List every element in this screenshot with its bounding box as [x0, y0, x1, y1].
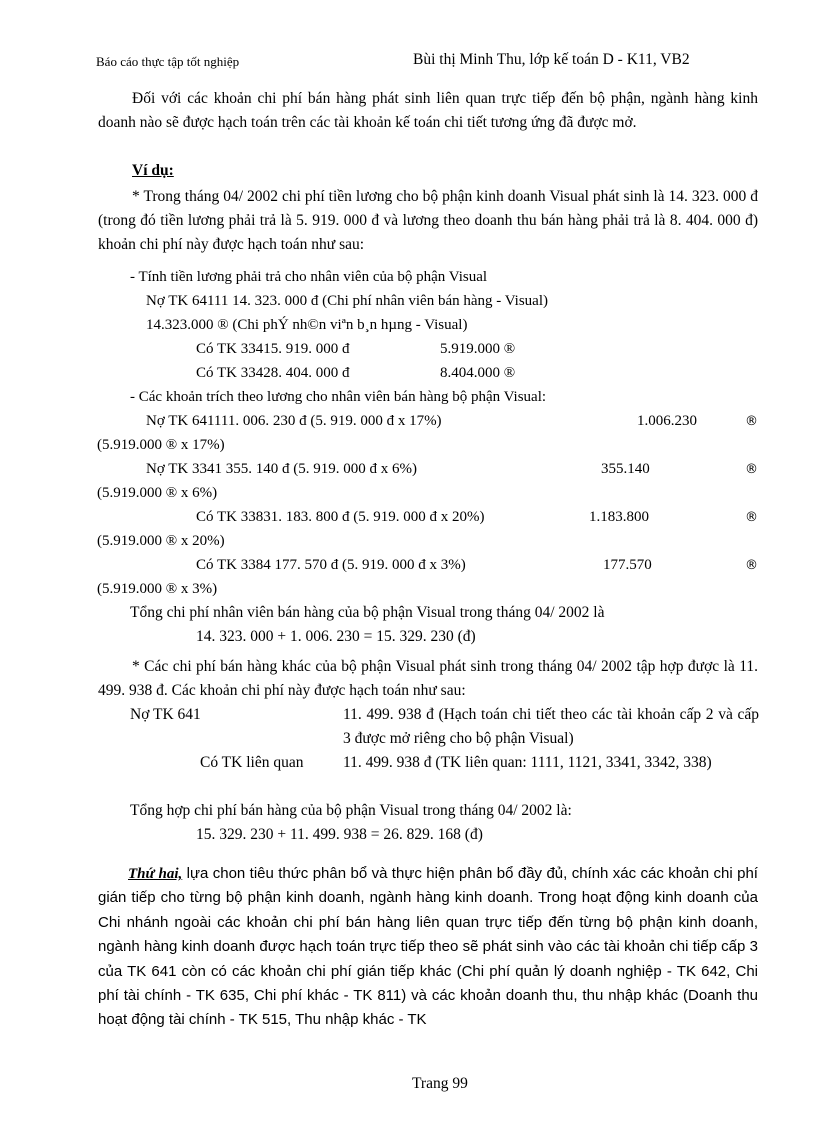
paragraph-other-costs: * Các chi phí bán hàng khác của bộ phận Visual phát sinh trong tháng 04/ 2002 tập hợp được là 11. 499. 938 đ. Các khoản chi phí này được hạch toán như sau: — [98, 658, 758, 699]
line-deductions-heading: - Các khoản trích theo lương cho nhân viên bán hàng bộ phận Visual: — [130, 389, 547, 405]
line-formula-17: (5.919.000 ® x 17%) — [97, 437, 225, 453]
page-number: Trang 99 — [412, 1075, 468, 1092]
line-debit-3341-6: Nợ TK 3341 355. 140 đ (5. 919. 000 đ x 6%) — [146, 461, 417, 477]
line-total-staff-cost: Tổng chi phí nhân viên bán hàng của bộ phận Visual trong tháng 04/ 2002 là — [130, 604, 605, 621]
entry-credit-text: 11. 499. 938 đ (TK liên quan: 1111, 1121, 3341, 3342, 338) — [343, 754, 712, 771]
line-total-staff-formula: 14. 323. 000 + 1. 006. 230 = 15. 329. 230 (đ) — [196, 628, 476, 645]
line-salary-heading: - Tính tiền lương phải trả cho nhân viên của bộ phận Visual — [130, 269, 488, 285]
paragraph-intro: Đối với các khoản chi phí bán hàng phát sinh liên quan trực tiếp đến bộ phận, ngành hàng kinh doanh nào sẽ được hạch toán trên các tài khoản kế toán chi tiết tương ứng đã được mở. — [98, 90, 758, 131]
entry-debit-label: Nợ TK 641 — [130, 706, 201, 723]
second-point-lead: Thứ hai, — [128, 866, 183, 882]
amount-1183800: 1.183.800 — [589, 509, 649, 525]
line-garbled-1: 14.323.000 ® (Chi phÝ nh©n viªn b¸n hµng - Visual) — [146, 317, 468, 333]
line-credit-3342: Có TK 33428. 404. 000 đ — [196, 365, 350, 381]
paragraph-example: * Trong tháng 04/ 2002 chi phí tiền lương cho bộ phận kinh doanh Visual phát sinh là 14. 323. 000 đ (trong đó tiền lương phải trả là 5. 919. 000 đ và lương theo doanh thu bán hàng phải trả là 8. 404. 000 đ) khoản chi phí này được hạch toán như sau: — [98, 188, 758, 253]
line-debit-64111: Nợ TK 64111 14. 323. 000 đ (Chi phí nhân viên bán hàng - Visual) — [146, 293, 548, 309]
entry-debit-text: 11. 499. 938 đ (Hạch toán chi tiết theo các tài khoản cấp 2 và cấp 3 được mở riêng cho bộ phận Visual) — [343, 706, 759, 747]
symbol-d-2: ® — [745, 462, 758, 477]
line-formula-20: (5.919.000 ® x 20%) — [97, 533, 225, 549]
header-left: Báo cáo thực tập tốt nghiệp — [96, 54, 240, 69]
line-total-sales-formula: 15. 329. 230 + 11. 499. 938 = 26. 829. 168 (đ) — [196, 826, 483, 843]
line-total-sales-cost: Tổng hợp chi phí bán hàng của bộ phận Visual trong tháng 04/ 2002 là: — [130, 802, 572, 819]
line-formula-3: (5.919.000 ® x 3%) — [97, 581, 218, 597]
amount-1006230: 1.006.230 — [637, 413, 697, 429]
line-credit-3341-amount: 5.919.000 ® — [440, 341, 516, 357]
symbol-d-4: ® — [745, 558, 758, 573]
line-debit-64111-17: Nợ TK 641111. 006. 230 đ (5. 919. 000 đ x 17%) — [146, 413, 442, 429]
line-credit-3383-20: Có TK 33831. 183. 800 đ (5. 919. 000 đ x 20%) — [196, 509, 485, 525]
paragraph-second-point — [98, 862, 758, 1033]
header-right: Bùi thị Minh Thu, lớp kế toán D - K11, VB2 — [413, 51, 690, 68]
entry-credit-label: Có TK liên quan — [200, 754, 304, 771]
symbol-d-1: ® — [745, 414, 758, 429]
second-point-text: lựa chon tiêu thức phân bổ và thực hiện phân bổ đầy đủ, chính xác các khoản chi phí gián tiếp cho từng bộ phận kinh doanh, ngành hàng kinh doanh. Trong hoạt động kinh doanh của Chi nhánh ngoài các khoản chi phí bán hàng liên quan trực tiếp đến từng bộ phận kinh doanh, ngành hàng kinh doanh được hạch toán trực tiếp theo sẽ phát sinh vào các tài khoản chi tiếp cấp 3 của TK 641 còn có các khoản chi phí gián tiếp khác (Chi phí quản lý doanh nghiệp - TK 642, Chi phí tài chính - TK 635, Chi phí khác - TK 811) và các khoản doanh thu, thu nhập khác (Doanh thu hoạt động tài chính - TK 515, Thu nhập khác - TK — [98, 865, 758, 1029]
example-heading: Ví dụ: — [132, 162, 174, 179]
line-credit-3384-3: Có TK 3384 177. 570 đ (5. 919. 000 đ x 3%) — [196, 557, 466, 573]
symbol-d-3: ® — [745, 510, 758, 525]
line-credit-3342-amount: 8.404.000 ® — [440, 365, 516, 381]
amount-355140: 355.140 — [601, 461, 650, 477]
line-formula-6: (5.919.000 ® x 6%) — [97, 485, 218, 501]
line-credit-3341: Có TK 33415. 919. 000 đ — [196, 341, 350, 357]
amount-177570: 177.570 — [603, 557, 652, 573]
